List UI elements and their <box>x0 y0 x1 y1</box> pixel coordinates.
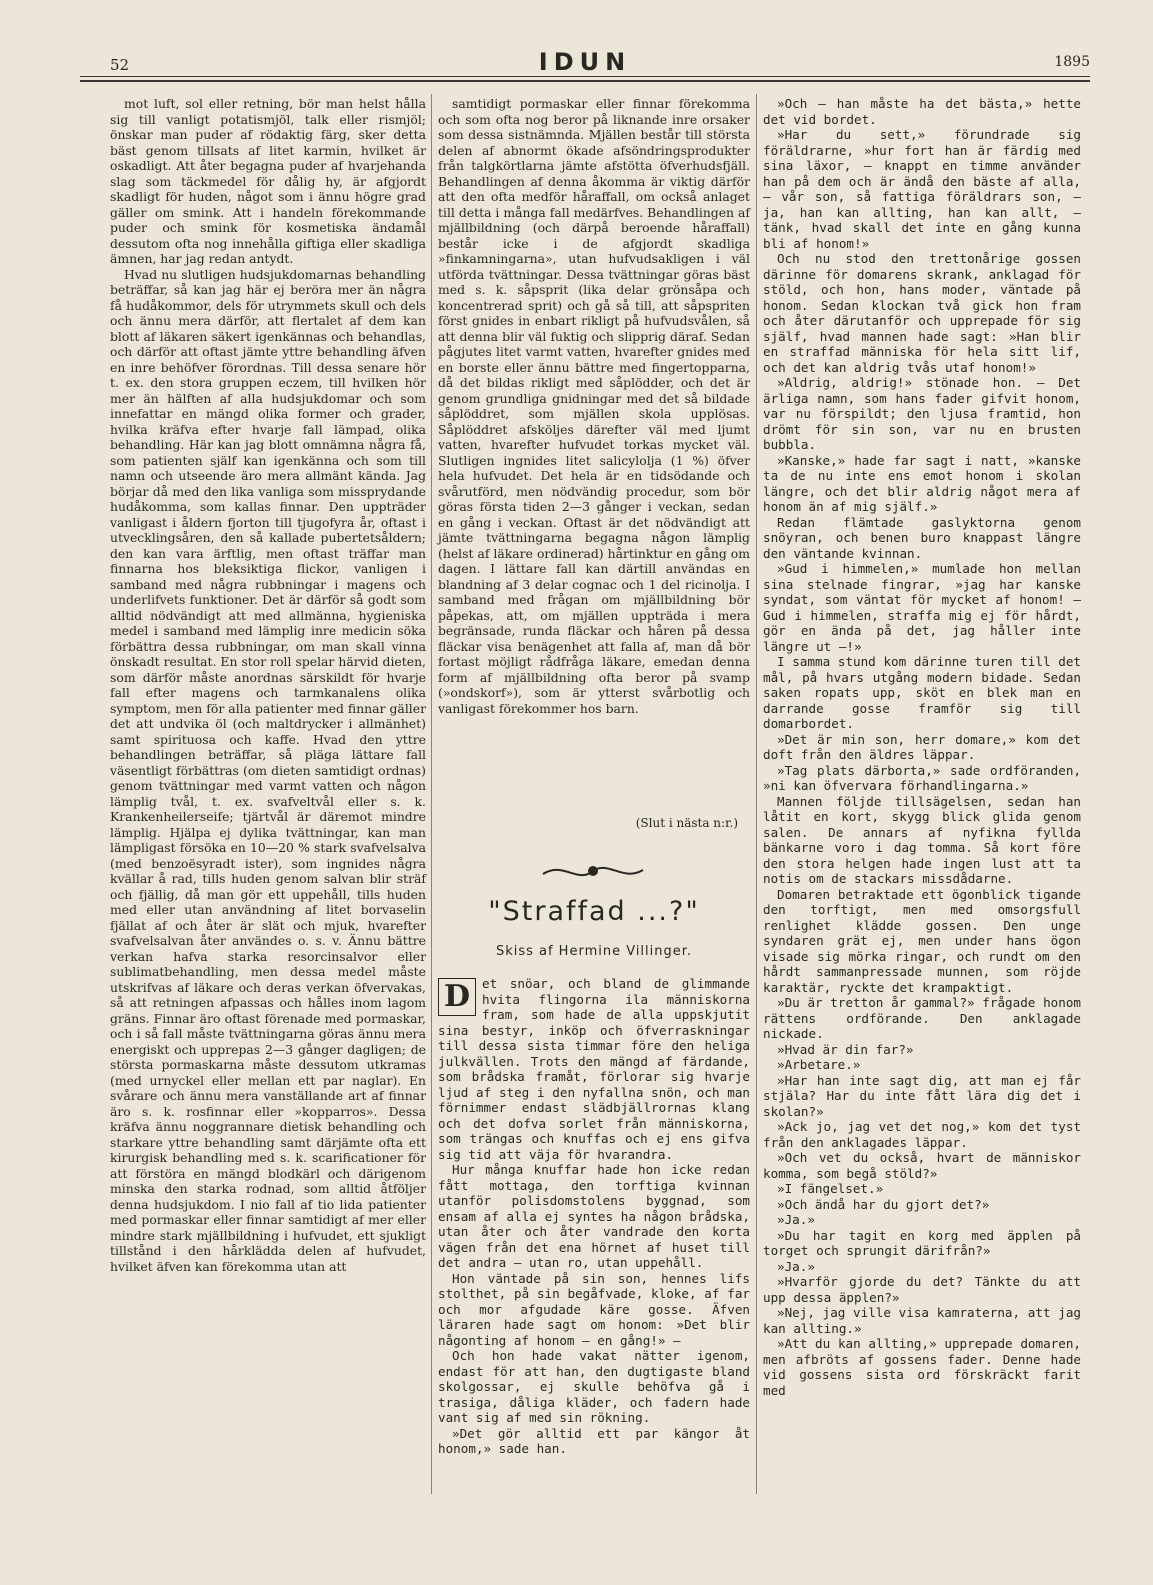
story-paragraph: Hon väntade på sin son, hennes lifs stolthet, på sin begåfvade, kloke, af far och mor afgudade käre gosse. Äfven läraren hade sagt om honom: »Det blir någonting af honom — en gång!» — <box>438 1270 750 1348</box>
col3-paragraph: »Du är tretton år gammal?» frågade honom rättens ordförande. Den anklagade nickade. <box>763 995 1081 1041</box>
col3-paragraph: »Kanske,» hade far sagt i natt, »kanske ta de nu inte ens emot honom i skolan längre, och det blir aldrig något mera af honom än af mig själf.» <box>763 452 1081 514</box>
story-title: "Straffad ...?" <box>488 896 700 927</box>
col3-paragraph: »Gud i himmelen,» mumlade hon mellan sina stelnade fingrar, »jag har kanske syndat, som väntat för mycket af honom! — Gud i himmelen, straffa mig ej för hårdt, gör en ända på det, jag håller inte längre ut —!» <box>763 561 1081 654</box>
col3-paragraph: »Och vet du också, hvart de människor komma, som begå stöld?» <box>763 1150 1081 1181</box>
header-rule-thick <box>80 80 1090 82</box>
header-rule <box>80 76 1090 77</box>
col3-paragraph: »Och ändå har du gjort det?» <box>777 1196 990 1212</box>
year: 1895 <box>1054 54 1090 70</box>
story-paragraph: et snöar, och bland de glimmande hvita flingorna ila människorna fram, som hade de alla uppskjutit sina bestyr, inköp och öfverraskningar till dessa sista timmar före den heliga julkvällen. Trots den mängd af färdande, som brådska framåt, förlorar sig hvarje ljud af steg i den nyfallna snön, och man förnimmer endast slädbjällrornas klang och det dofva sorlet från människorna, som trängas och knuffas och ej ens gifva sig tid att väja för hvarandra. <box>438 976 750 1162</box>
col3-paragraph: »Tag plats därborta,» sade ordföranden, »ni kan öfvervara förhandlingarna.» <box>763 762 1081 793</box>
masthead: IDUN <box>538 48 632 76</box>
story-paragraph: Och hon hade vakat nätter igenom, endast för att han, den dugtigaste bland skolgossar, ej skulle behöfva gå i trasiga, dåliga kläder, och fadern hade vant sig af med sin rökning. <box>438 1348 750 1425</box>
col3-paragraph: I samma stund kom därinne turen till det mål, på hvars utgång modern bidade. Sedan saken ropats upp, sköt en blek man en darrande gosse framför sig till domarbordet. <box>763 654 1081 731</box>
col3-paragraph: »Hvad är din far?» <box>777 1041 914 1057</box>
col3-paragraph: »Arbetare.» <box>777 1057 861 1072</box>
col3-paragraph: »Att du kan allting,» upprepade domaren, men afbröts af gossens fader. Denne hade vid gossens sista ord förskräckt farit med <box>763 1336 1081 1398</box>
story-text <box>438 976 750 1457</box>
story-paragraph: »Det gör alltid ett par kängor åt honom,» sade han. <box>438 1425 750 1456</box>
column-3 <box>763 96 1081 1496</box>
col3-paragraph: »Har du sett,» förundrade sig föräldrarne, »hur fort han är färdig med sina läxor, — knappt en timme använder han på dem och är ändå den bäste af alla, — vår son, så fattiga föräldrars son, — ja, han kan allting, han kan allt, — tänk, hvad skall det inte en gång kunna bli af honom!» <box>763 127 1081 251</box>
col3-paragraph: »Ack jo, jag vet det nog,» kom det tyst från den anklagades läppar. <box>763 1119 1081 1150</box>
continued-note: (Slut i nästa n:r.) <box>635 816 738 830</box>
ornament-icon <box>538 856 648 886</box>
col3-paragraph: »Aldrig, aldrig!» stönade hon. — Det ärliga namn, som hans fader gifvit honom, var nu förspildt; den ljusa framtid, hon drömt för sin son, var nu en brusten bubbla. <box>763 375 1081 452</box>
col3-paragraph: Domaren betraktade ett ögonblick tigande den torftigt, men med omsorgsfull renlighet klädde gossen. Den unge syndaren grät ej, men under hans ögon visade sig mörka ringar, och rundt om den hårdt sammanpressade munnen, som röjde karaktär, ryckte det krampaktigt. <box>763 886 1081 995</box>
col3-paragraph: »I fängelset.» <box>777 1181 884 1196</box>
col3-paragraph: Och nu stod den trettonårige gossen därinne för domarens skrank, anklagad för stöld, och hon, hans moder, väntade på honom. Sedan klockan två gick hon fram och åter därutanför och upprepade för sig själf, hvad mannen hade sagt: »Han blir en straffad människa för hela sitt lif, och det kan aldrig tvås utaf honom!» <box>763 251 1081 375</box>
col3-paragraph: »Nej, jag ville visa kamraterna, att jag kan allting.» <box>763 1305 1081 1336</box>
dropcap: D <box>438 978 476 1016</box>
col3-paragraph: Mannen följde tillsägelsen, sedan han låtit en kort, skygg blick glida genom salen. De annars af nyfikna fyllda bänkarne voro i dag tomma. Så kort före den stora helgen hade ingen lust att ta notis om de stackars missdådarne. <box>763 793 1081 886</box>
column-divider <box>756 94 757 1494</box>
story-paragraph: Hur många knuffar hade hon icke redan fått mottaga, den torftiga kvinnan utanför polisdomstolens byggnad, som ensam af alla ej syntes ha någon brådska, utan åter och åter vandrade den korta vägen från det ena hörnet af huset till det andra — utan ro, utan uppehåll. <box>438 1162 750 1270</box>
col3-paragraph: »Hvarför gjorde du det? Tänkte du att upp dessa äpplen?» <box>763 1274 1081 1305</box>
col3-paragraph: »Har han inte sagt dig, att man ej får stjäla? Har du inte fått lära dig det i skolan?» <box>763 1072 1081 1119</box>
story-byline: Skiss af Hermine Villinger. <box>495 944 693 959</box>
column-2 <box>438 96 750 1496</box>
column-divider <box>431 94 432 1494</box>
col3-paragraph: Redan flämtade gaslyktorna genom snöyran, och benen buro knappast längre den väntande kvinnan. <box>763 514 1081 561</box>
col1-paragraph: Hvad nu slutligen hudsjukdomarnas behandling beträffar, så kan jag här ej beröra mer än några få hudåkommor, dels för utrymmets skull och dels och ännu mera därför, att flertalet af dem kan blott af läkaren säkert igenkännas och behandlas, och därför att oftast jämte yttre behandling äfven en inre behöfver förordnas. Till dessa senare hör t. ex. den stora gruppen eczem, till hvilken hör mer än hälften af alla hudsjukdomar och som innefattar en mängd olika former och grader, hvilka kräfva efter hvarje fall lämpad, olika behandling. Här kan jag blott omnämna några få, som patienten själf kan igenkänna och som till namn och utseende äro mera allmänt kända. Jag börjar då med den lika vanliga som missprydande hudåkomma, som kallas finnar. Den uppträder vanligast i åldern fjorton till tjugofyra år, oftast i utvecklingsåren, den så kallade pubertetsåldern; den kan vara ärftlig, men oftast träffar man finnarna hos bleksiktiga flickor, vanligen i samband med några rubbningar i magens och underlifvets funktioner. Det är därför så godt som alltid nödvändigt att med allmänna, hygieniska medel i samband med lämplig inre medicin söka förbättra dessa rubbningar, om man skall vinna önskadt resultat. En stor roll spelar härvid dieten, som därför måste anordnas särskildt för hvarje fall efter magens och tarmkanalens olika symptom, men för alla patienter med finnar gäller det att undvika öl (och maltdrycker i allmänhet) samt spirituosa och kaffe. Hvad den yttre behandlingen beträffar, så pläga lättare fall väsentligt förbättras (om dieten samtidigt ordnas) genom tvättningar med varmt vatten och någon lämplig tvål, t. ex. svafveltvål eller s. k. Krankenheilerseife; tjärtvål är däremot mindre lämplig. Hjälpa ej dylika tvättningar, kan man lämpligast försöka en 10—20 % stark svafvelsalva (med benzoësyradt ister), som ingnides några kvällar å rad, tills huden genom salvan blir sträf och fjällig, då man gör ett uppehåll, tills huden med eller utan användning af litet borvaselin fjällat af och åter är slät och mjuk, hvarefter svafvelsalvan åter användes o. s. v. Ännu bättre verkan hafva starka resorcinsalvor eller sublimatbehandling, men dessa medel måste utskrifvas af läkare och deras verkan öfvervakas, så att retningen afpassas och hålles inom lagom gräns. Finnar äro oftast förenade med pormaskar, och i så fall måste tvättningarna göras ännu mera energiskt och upprepas 2—3 gånger dagligen; de största pormaskarna måste dessutom utkramas (med urnyckel eller mellan ett par naglar). En svårare och ännu mera vanställande art af finnar äro s. k. rosfinnar eller »kopparros». Dessa kräfva ännu noggrannare dietisk behandling och starkare yttre behandling samt därjämte ofta ett kirurgisk behandling med s. k. scarificationer för att förstöra en mängd blodkärl och därigenom minska den starka rodnad, som alltid åtföljer denna hudsjukdom. I nio fall af tio lida patienter med pormaskar eller finnar samtidigt af mer eller mindre stark mjällbildning i hufvudet, ett sjukligt tillstånd i den hårklädda delen af hufvudet, hvilket äfven kan förekomma utan att <box>110 266 426 1274</box>
col1-paragraph: mot luft, sol eller retning, bör man helst hålla sig till vanligt potatismjöl, talk eller rismjöl; önskar man puder af rödaktig färg, sker detta bäst genom tillsats af litet karmin, hvilket är oskadligt. Att åter begagna puder af hvarjehanda slag som täckmedel för dålig hy, är afgjordt skadligt för huden, något som i ännu högre grad gäller om smink. Att i handeln förekommande puder och smink för kosmetiska ändamål dessutom ofta nog innehålla giftiga eller skadliga ämnen, har jag redan antydt. <box>110 96 426 266</box>
col3-paragraph: »Det är min son, herr domare,» kom det doft från den äldres läppar. <box>763 731 1081 762</box>
col3-paragraph: »Och — han måste ha det bästa,» hette det vid bordet. <box>763 96 1081 127</box>
col3-paragraph: »Ja.» <box>777 1212 815 1227</box>
column-1 <box>110 96 426 1496</box>
page-number: 52 <box>110 56 130 74</box>
col3-paragraph: »Ja.» <box>777 1258 815 1274</box>
col2-paragraph: samtidigt pormaskar eller finnar förekomma och som ofta nog beror på liknande inre orsaker som dessa sistnämnda. Mjällen består till största delen af abnormt ökade afsöndringsprodukter från talgkörtlarna jämte afstötta öfverhudsfjäll. Behandlingen af denna åkomma är viktig därför att den ofta medför håraffall, om också anlaget till detta i många fall medärfves. Behandlingen af mjällbildning (och därpå beroende håraffall) består icke i de afgjordt skadliga »finkamningarna», utan hufvudsakligen i väl utförda tvättningar. Dessa tvättningar göras bäst med s. k. såpsprit (lika delar grönsåpa och koncentrerad sprit) och gå så till, att såpspriten först gnides in enbart rikligt på hufvudsvålen, så att denna blir väl fuktig och slipprig däraf. Sedan pågjutes litet varmt vatten, hvarefter gnides med en borste eller ännu bättre med fingertopparna, då det bildas rikligt med såplödder, och det är genom grundliga gnidningar med det så bildade såplöddret, som mjällen skola upplösas. Såplöddret afsköljes därefter väl med ljumt vatten, hvarefter hufvudet torkas mycket väl. Slutligen ingnides litet salicylolja (1 %) öfver hela hufvudet. Det hela är en tidsödande och svårutförd, men nödvändig procedur, som bör göras första tiden 2—3 gånger i veckan, sedan en gång i veckan. Oftast är det nödvändigt att jämte tvättningarna begagna någon lämplig (helst af läkare ordinerad) hårtinktur en gång om dagen. I lättare fall kan därtill användas en blandning af 3 delar cognac och 1 del ricinolja. I samband med frågan om mjällbildning bör påpekas, att, om mjällen uppträda i mera begränsade, runda fläckar och håren på dessa fläckar visa benägenhet att falla af, man då bör fortast möjligt rådfråga läkare, emedan denna form af mjällbildning ofta beror på svamp (»ondskorf»), som är ytterst svårbotlig och vanligast förekommer hos barn. <box>438 96 750 716</box>
col3-paragraph: »Du har tagit en korg med äpplen på torget och sprungit därifrån?» <box>763 1227 1081 1258</box>
